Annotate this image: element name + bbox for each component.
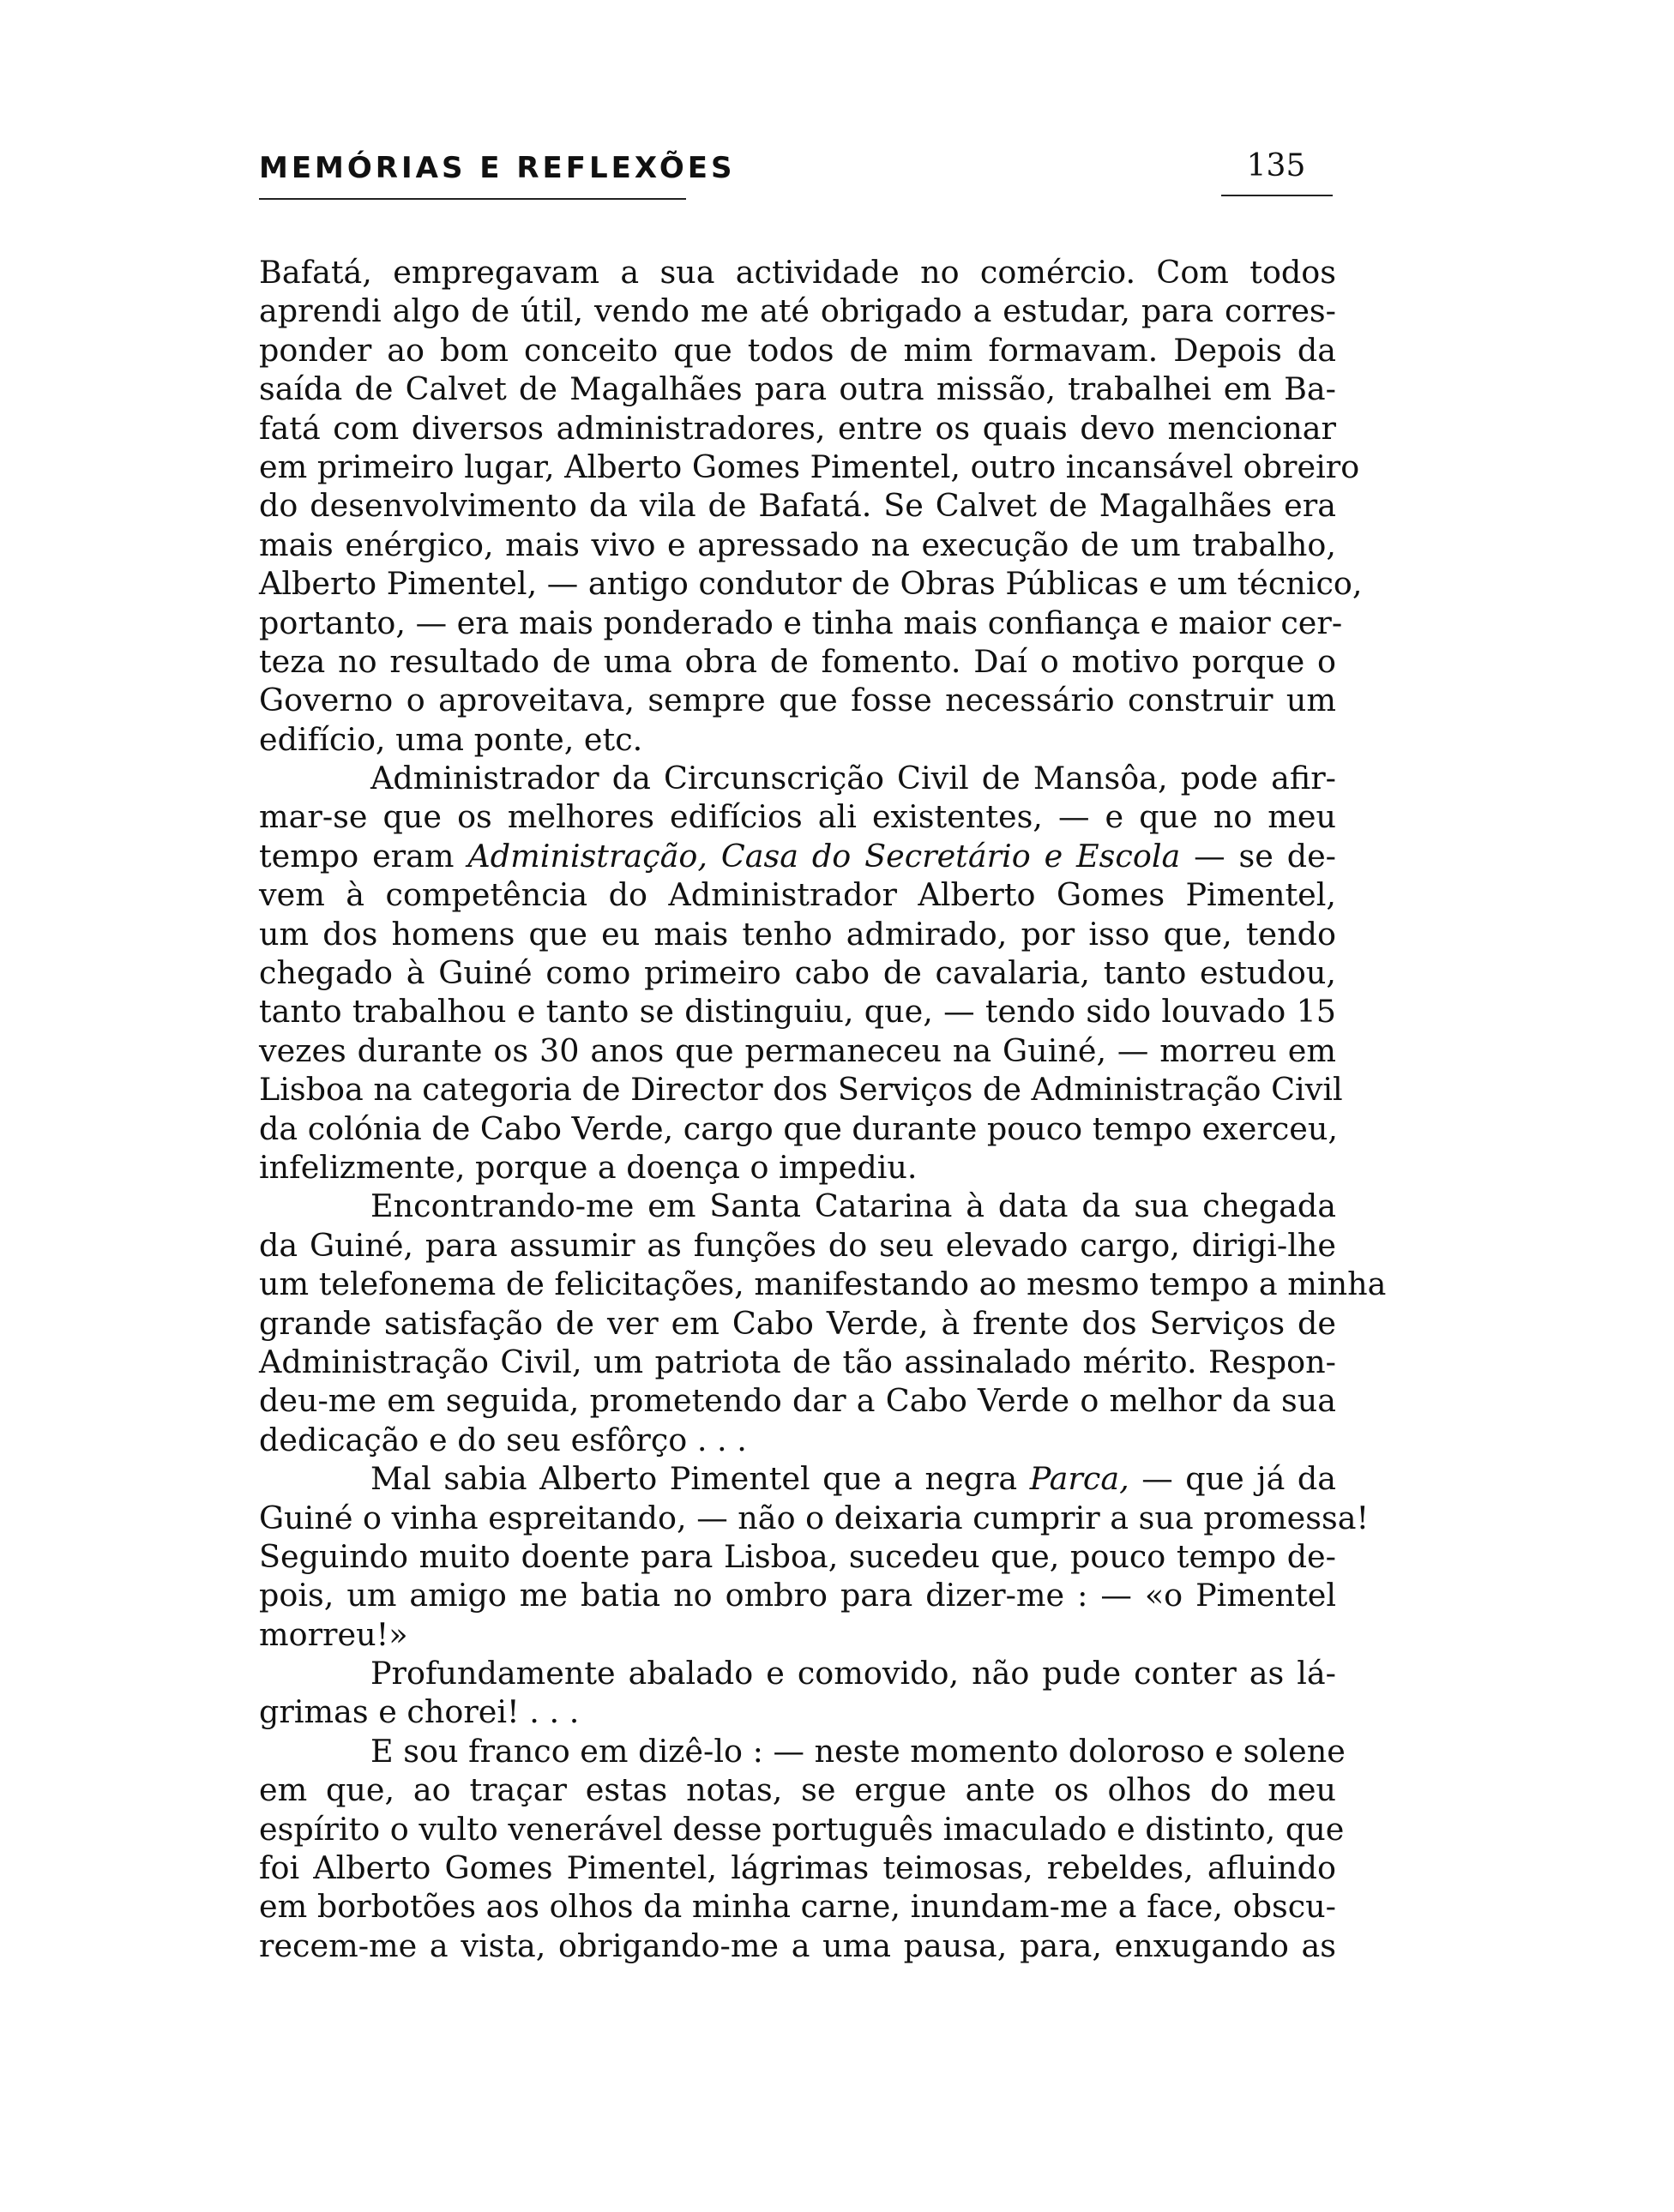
text-line: chegado à Guiné como primeiro cabo de cavalaria, tanto estudou,: [259, 954, 1336, 992]
text-line: [259, 1459, 1336, 1498]
running-head: MEMÓRIAS E REFLEXÕES: [259, 151, 736, 185]
text-line: da colónia de Cabo Verde, cargo que durante pouco tempo exerceu,: [259, 1109, 1338, 1147]
text-line: morreu!»: [259, 1615, 408, 1653]
text-line: Governo o aproveitava, sempre que fosse necessário construir um: [259, 682, 1336, 719]
paragraph-2: [259, 759, 1343, 1187]
text-line: Bafatá, empregavam a sua actividade no comércio. Com todos: [259, 254, 1336, 291]
text-line: ponder ao bom conceito que todos de mim formavam. Depois da: [259, 331, 1336, 369]
text-line: Seguindo muito doente para Lisboa, sucedeu que, pouco tempo de-: [259, 1537, 1336, 1575]
text-fragment: — que já da: [1141, 1460, 1337, 1498]
text-line: Lisboa na categoria de Director dos Serviços de Administração Civil: [259, 1071, 1343, 1109]
paragraph-3: [259, 1187, 1387, 1459]
text-line: infelizmente, porque a doença o impediu.: [259, 1148, 918, 1186]
paragraph-4: [259, 1459, 1370, 1654]
text-line: Administração Civil, um patriota de tão assinalado mérito. Respon-: [259, 1343, 1336, 1380]
text-line: grande satisfação de ver em Cabo Verde, à frente dos Serviços de: [259, 1304, 1336, 1342]
text-line: Administrador da Circunscrição Civil de Mansôa, pode afir-: [370, 760, 1336, 797]
text-line: fatá com diversos administradores, entre os quais devo mencionar: [259, 409, 1336, 447]
paragraph-1: [259, 253, 1363, 759]
text-fragment: Mal sabia Alberto Pimentel que a negra: [370, 1460, 1018, 1498]
text-line: do desenvolvimento da vila de Bafatá. Se Calvet de Magalhães era: [259, 487, 1336, 525]
text-line: foi Alberto Gomes Pimentel, lágrimas teimosas, rebeldes, afluindo: [259, 1849, 1336, 1887]
text-line: E sou franco em dizê-lo : — neste momento doloroso e solene: [370, 1732, 1346, 1770]
text-line: vezes durante os 30 anos que permaneceu na Guiné, — morreu em: [259, 1031, 1336, 1069]
text-line: Profundamente abalado e comovido, não pude conter as lá-: [370, 1655, 1336, 1692]
text-line: mar-se que os melhores edifícios ali existentes, — e que no meu: [259, 798, 1336, 836]
text-line: portanto, — era mais ponderado e tinha mais confiança e maior cer-: [259, 604, 1343, 641]
text-line: espírito o vulto venerável desse português imaculado e distinto, que: [259, 1810, 1345, 1848]
italic-text: Administração, Casa do Secretário e Escola: [467, 837, 1181, 875]
text-line: em primeiro lugar, Alberto Gomes Pimentel, outro incansável obreiro: [259, 448, 1360, 485]
text-line: edifício, uma ponte, etc.: [259, 720, 643, 758]
text-line: em que, ao traçar estas notas, se ergue ante os olhos do meu: [259, 1771, 1336, 1809]
text-line: deu-me em seguida, prometendo dar a Cabo Verde o melhor da sua: [259, 1382, 1336, 1420]
text-line: Guiné o vinha espreitando, — não o deixaria cumprir a sua promessa!: [259, 1499, 1370, 1536]
text-line: recem-me a vista, obrigando-me a uma pausa, para, enxugando as: [259, 1926, 1336, 1964]
text-line: saída de Calvet de Magalhães para outra missão, trabalhei em Ba-: [259, 370, 1336, 408]
page-number-rule: [1221, 195, 1333, 196]
text-line: teza no resultado de uma obra de fomento. Daí o motivo porque o: [259, 642, 1336, 680]
text-line: dedicação e do seu esfôrço . . .: [259, 1421, 747, 1458]
page-number: 135: [1246, 148, 1306, 183]
text-line: um dos homens que eu mais tenho admirado, por isso que, tendo: [259, 915, 1336, 953]
italic-text: Parca,: [1029, 1460, 1129, 1498]
text-line: tanto trabalhou e tanto se distinguiu, que, — tendo sido louvado 15: [259, 993, 1336, 1031]
body-text: [259, 253, 1387, 1965]
text-line: um telefonema de felicitações, manifestando ao mesmo tempo a minha: [259, 1265, 1387, 1303]
text-fragment: — se de-: [1194, 837, 1337, 875]
text-line: vem à competência do Administrador Alberto Gomes Pimentel,: [259, 876, 1336, 914]
text-line: Encontrando-me em Santa Catarina à data da sua chegada: [370, 1187, 1336, 1225]
text-fragment: tempo eram: [259, 837, 455, 875]
text-line: grimas e chorei! . . .: [259, 1693, 580, 1731]
text-line: aprendi algo de útil, vendo me até obrigado a estudar, para corres-: [259, 292, 1336, 330]
text-line: pois, um amigo me batia no ombro para dizer-me : — «o Pimentel: [259, 1577, 1336, 1614]
running-head-rule: [259, 198, 686, 200]
text-line: Alberto Pimentel, — antigo condutor de Obras Públicas e um técnico,: [259, 565, 1363, 603]
text-line: da Guiné, para assumir as funções do seu elevado cargo, dirigi-lhe: [259, 1226, 1336, 1264]
paragraph-6: [259, 1732, 1346, 1965]
text-line: mais enérgico, mais vivo e apressado na execução de um trabalho,: [259, 526, 1336, 563]
paragraph-5: [259, 1654, 1336, 1732]
text-line: em borbotões aos olhos da minha carne, inundam-me a face, obscu-: [259, 1888, 1336, 1926]
text-line: [259, 837, 1336, 875]
